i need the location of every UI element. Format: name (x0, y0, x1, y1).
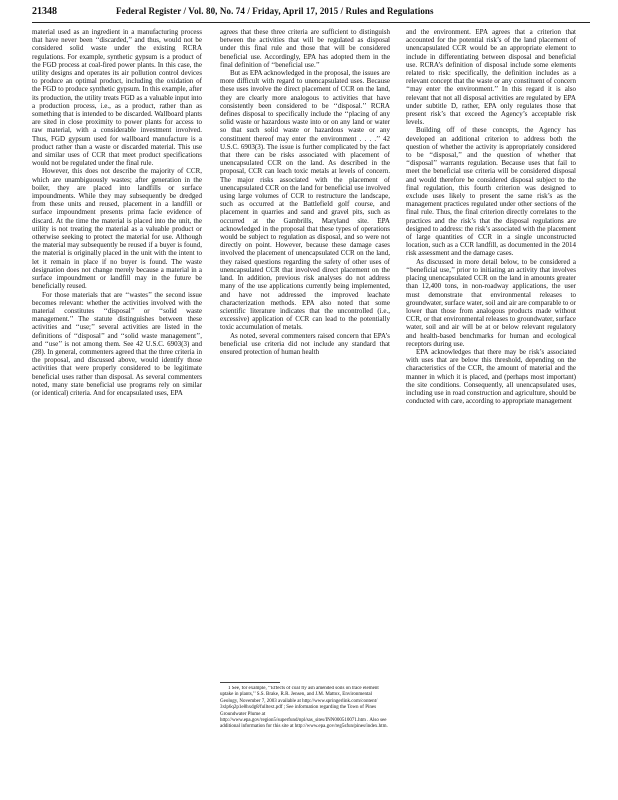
paragraph: agrees that these three criteria are sufficient to distinguish between the activities that will be regulated as disposal under this final rule and those that will be considered beneficial use. Accordingly, EPA has adopted them in the final definition of ‘‘beneficial use.’’ (220, 28, 390, 69)
column-2 (220, 28, 390, 678)
page-header (32, 6, 590, 20)
paragraph: and the environment. EPA agrees that a criterion that accounted for the potential risk’s of the land placement of unencapsulated CCR would be an appropriate element to include in differentiating between disposal and beneficial use. RCRA’s definition of disposal include some elements related to risk: specifically, the definition includes as a relevant concept that the waste or any constituent of concern ‘‘may enter the environment.’’ In this regard it is also relevant that not all disposal activities are regulated by EPA under subtitle D, rather, EPA only regulates those that present risk’s that exceed the Agency’s acceptable risk levels. (406, 28, 576, 127)
column-1 (32, 28, 202, 780)
paragraph: Building off of these concepts, the Agency has developed an additional criterion to address both the question of whether the activity is appropriately considered to be ‘‘disposal,’’ and the question of whether that ‘‘disposal’’ warrants regulation. Because uses that fail to meet the beneficial use criteria will be considered disposal and would therefore be considered disposal subject to the final regulation, this fourth criterion was designed to exclude uses likely to present the same risk’s as the management practices regulated under other sections of the final rule. Thus, the final criterion directly correlates to the practices and the risk’s that the disposal regulations are designed to address: the risk’s associated with the placement of large quantities of CCR in a single unconstructed location, such as a CCR landfill, as documented in the 2014 risk assessment and the damage cases. (406, 126, 576, 258)
paragraph: As noted, several commenters raised concern that EPA’s beneficial use criteria did not include any standard that ensured protection of human health (220, 331, 390, 356)
running-head: Federal Register / Vol. 80, No. 74 / Friday, April 17, 2015 / Rules and Regulations (116, 6, 434, 16)
header-rule (32, 22, 590, 23)
page-number: 21348 (32, 6, 57, 17)
column-3 (406, 28, 576, 780)
paragraph: As discussed in more detail below, to be considered a ‘‘beneficial use,’’ prior to initiating an activity that involves placing unencapsulated CCR on the land in amounts greater than 12,400 tons, in non-roadway applications, the user must demonstrate that environmental releases to groundwater, surface water, soil and air are comparable to or lower than those from analogous products made without CCR, or that environmental releases to groundwater, surface water, soil and air will be at or below relevant regulatory and health-based benchmarks for human and ecological receptors during use. (406, 257, 576, 348)
paragraph: material used as an ingredient in a manufacturing process that have never been ‘‘discarded,’’ and thus, would not be considered solid waste under the existing RCRA regulations. For example, synthetic gypsum is a product of the FGD process at coal-fired power plants. In this case, the utility designs and operates its air pollution control devices to produce an optimal product, including the oxidation of the FGD to produce synthetic gypsum. In this example, after its production, the utility treats FGD as a valuable input into a production process, i.e., as a product, rather than as something that is intended to be discarded. Wallboard plants are sited in close proximity to power plants for access to raw material, with a considerable investment involved. Thus, FGD gypsum used for wallboard manufacture is a product rather than a waste or discarded material. This use and similar uses of CCR that meet product specifications would not be regulated under the final rule. (32, 28, 202, 168)
paragraph: But as EPA acknowledged in the proposal, the issues are more difficult with regard to unencapsulated uses. Because these uses involve the direct placement of CCR on the land, they are clearly more analogous to activities that have consistently been considered to be ‘‘disposal.’’ RCRA defines disposal to specifically include the ‘‘placing of any solid waste or hazardous waste into or on any land or water so that such solid waste or hazardous waste or any constituent thereof may enter the environment . . . .’’ 42 U.S.C. 6903(3). The issue is further complicated by the fact that there can be risks associated with placement of unencapsulated CCR on the land. As described in the proposal, CCR can leach toxic metals at levels of concern. The major risks associated with the placement of unencapsulated CCR on the land for beneficial use involved using large volumes of CCR to restructure the landscape, such as occurred at the Battlefield golf course, and placement in quarries and sand and gravel pits, such as occurred at the Gambrills, Maryland site. EPA acknowledged in the proposal that these types of operations would be subject to regulation as disposal, and so were not directly on point. However, because these damage cases involved the placement of unencapsulated CCR on the land, they raised questions regarding the safety of other uses of unencapsulated CCR that involved direct placement on the land. In addition, previous risk analyses do not address many of the use applications currently being implemented, and have not addressed the improved leachate characterization methods. EPA also noted that some scientific literature indicates that the uncontrolled (i.e., excessive) application of CCR can lead to the potentially toxic accumulation of metals. (220, 69, 390, 332)
paragraph: However, this does not describe the majority of CCR, which are unambiguously wastes; after generation in the boiler, they are placed into landfills or surface impoundments. While they may subsequently be dredged from these units and reused, placement in a landfill or surface impoundment presents prima facie evidence of discard. At the time the material is placed into the unit, the utility is not treating the material as a valuable product or otherwise seeking to protect the material for use. Although the material may subsequently be reused if a buyer is found, the material is originally placed in the unit with the intent to let it remain in place if no buyer is found. The waste designation does not change merely because a material in a surface impoundment or landfill may in the future be beneficially reused. (32, 167, 202, 291)
paragraph: EPA acknowledges that there may be risk’s associated with uses that are below this threshold, depending on the characteristics of the CCR, the amount of material and the manner in which it is placed, and (perhaps most important) the site conditions. Consequently, all unencapsulated uses, including use in road construction and agriculture, should be conducted with care, according to appropriate management (406, 347, 576, 406)
paragraph: For those materials that are ‘‘wastes’’ the second issue becomes relevant: whether the activities involved with the material constitutes ‘‘disposal’’ or ‘‘solid waste management.’’ The statute distinguishes between these activities and ‘‘use;’’ several activities are listed in the definitions of ‘‘disposal’’ and ‘‘solid waste management’’, and ‘‘use’’ is not among them. See 42 U.S.C. 6903(3) and (28). In general, commenters agreed that the three criteria in the proposal, and discussed above, would identify those activities that were properly considered to be legitimate beneficial uses rather than disposal. As several commenters noted, many state beneficial use programs rely on similar (or identical) criteria. And for encapsulated uses, EPA (32, 290, 202, 397)
footnote: 1 See, for example, ‘‘Effects of coal fly ash amended soils on trace element uptake in plants,’’ S.S. Brake, R.R. Jensen, and J.M. Mattox, Environmental Geology, November 7, 2003 available at http://www.springerlink.com/content/ 3xlp6q2p1e8hxdg8/fulltext.pdf ; See information regarding the Town of Pines Groundwater Plume at http://www.epa.gov/region5/superfund/npl/sas_sites/INN000510071.htm . Also see additional information for this site at http://www.epa.gov/reg5sfun/pines/index.htm. (220, 686, 388, 730)
footnotes (220, 686, 390, 782)
footnote-rule (220, 682, 280, 683)
